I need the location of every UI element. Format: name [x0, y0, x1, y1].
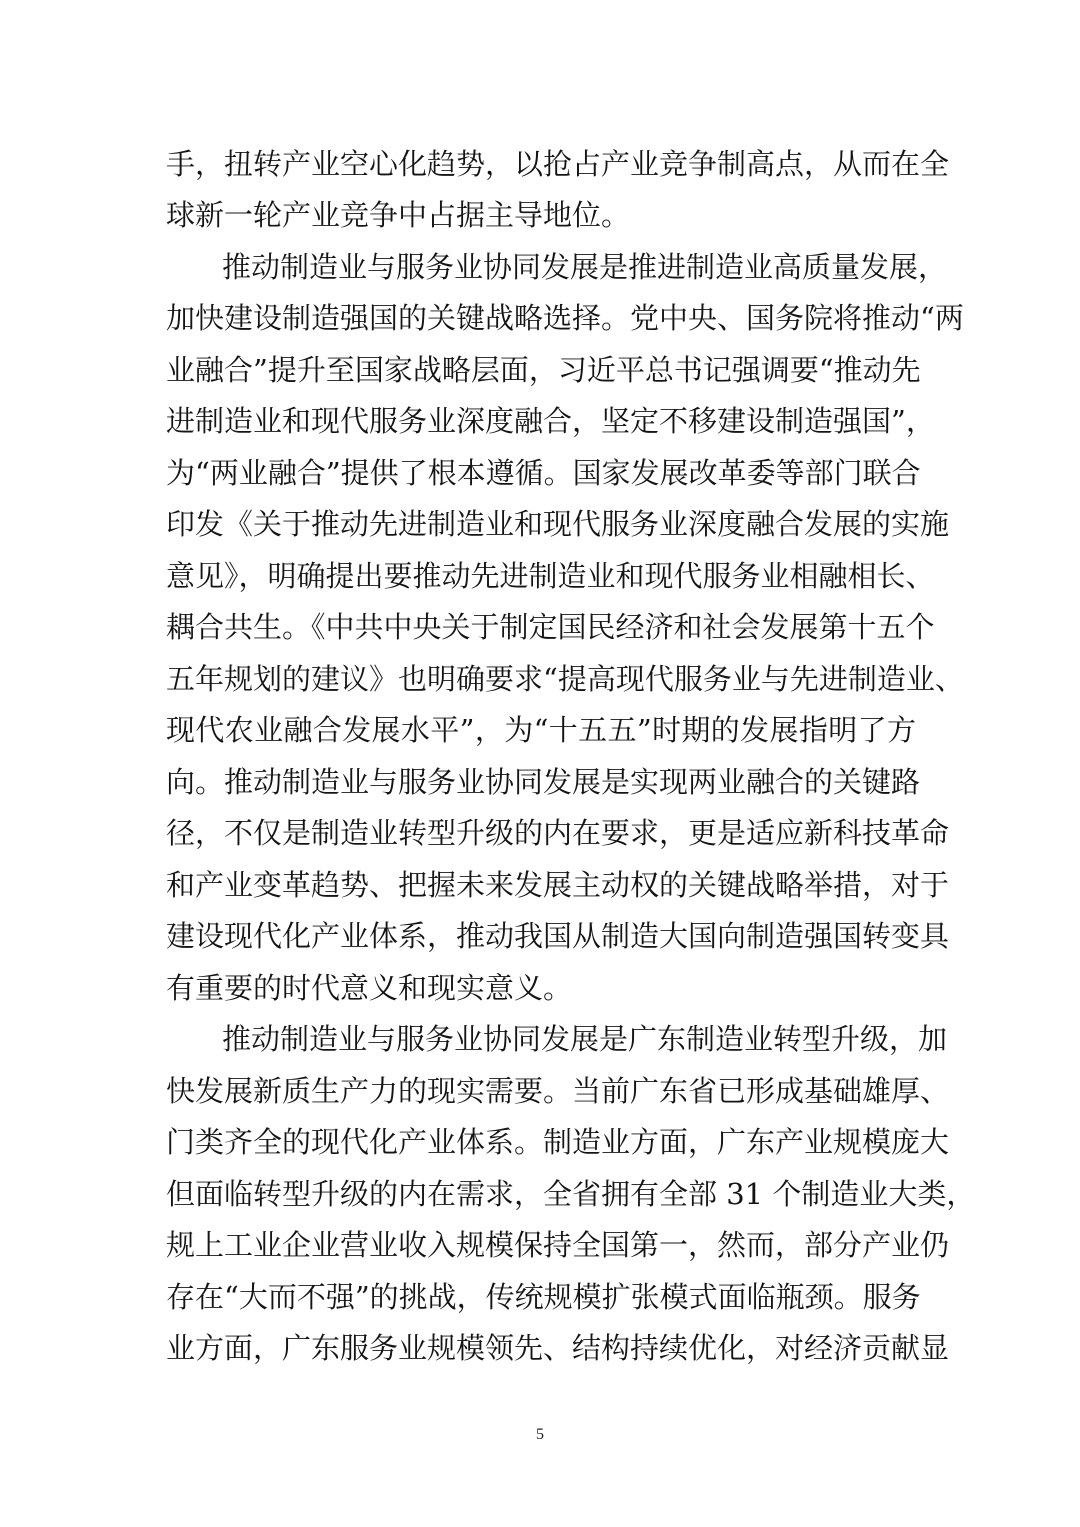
paragraph-start-line: 推动制造业与服务业协同发展是推进制造业高质量发展， — [222, 250, 948, 284]
text-line: 规上工业企业营业收入规模保持全国第一，然而，部分产业仍 — [166, 1228, 950, 1262]
text-line: 耦合共生。《中共中央关于制定国民经济和社会发展第十五个 — [166, 610, 935, 644]
text-line: 径，不仅是制造业转型升级的内在要求，更是适应新科技革命 — [166, 816, 950, 850]
text-line: 业融合”提升至国家战略层面，习近平总书记强调要“推动先 — [166, 353, 921, 387]
text-line: 手，扭转产业空心化趋势，以抢占产业竞争制高点，从而在全 — [166, 147, 950, 181]
text-line: 存在“大而不强”的挑战，传统规模扩张模式面临瓶颈。服务 — [166, 1280, 921, 1314]
text-line: 进制造业和现代服务业深度融合，坚定不移建设制造强国”， — [166, 404, 935, 438]
text-line: 和产业变革趋势、把握未来发展主动权的关键战略举措，对于 — [166, 868, 950, 902]
paragraph-start-line: 推动制造业与服务业协同发展是广东制造业转型升级，加 — [222, 1022, 948, 1056]
page-number: 5 — [536, 1426, 544, 1443]
text-line: 为“两业融合”提供了根本遵循。国家发展改革委等部门联合 — [166, 456, 921, 490]
text-line: 门类齐全的现代化产业体系。制造业方面，广东产业规模庞大 — [166, 1125, 950, 1159]
text-line: 印发《关于推动先进制造业和现代服务业深度融合发展的实施 — [166, 507, 950, 541]
text-line: 球新一轮产业竞争中占据主导地位。 — [166, 198, 631, 232]
text-line: 现代农业融合发展水平”，为“十五五”时期的发展指明了方 — [166, 713, 916, 747]
text-line: 有重要的时代意义和现实意义。 — [166, 971, 573, 1005]
text-line: 加快建设制造强国的关键战略选择。党中央、国务院将推动“两 — [166, 301, 964, 335]
text-line: 建设现代化产业体系，推动我国从制造大国向制造强国转变具 — [166, 919, 950, 953]
text-line: 意见》，明确提出要推动先进制造业和现代服务业相融相长、 — [166, 559, 935, 593]
text-line: 五年规划的建议》也明确要求“提高现代服务业与先进制造业、 — [166, 662, 964, 696]
text-line: 业方面，广东服务业规模领先、结构持续优化，对经济贡献显 — [166, 1331, 950, 1365]
text-line: 向。推动制造业与服务业协同发展是实现两业融合的关键路 — [166, 765, 921, 799]
text-line: 快发展新质生产力的现实需要。当前广东省已形成基础雄厚、 — [166, 1074, 950, 1108]
text-line: 但面临转型升级的内在需求，全省拥有全部 31 个制造业大类， — [166, 1177, 976, 1211]
